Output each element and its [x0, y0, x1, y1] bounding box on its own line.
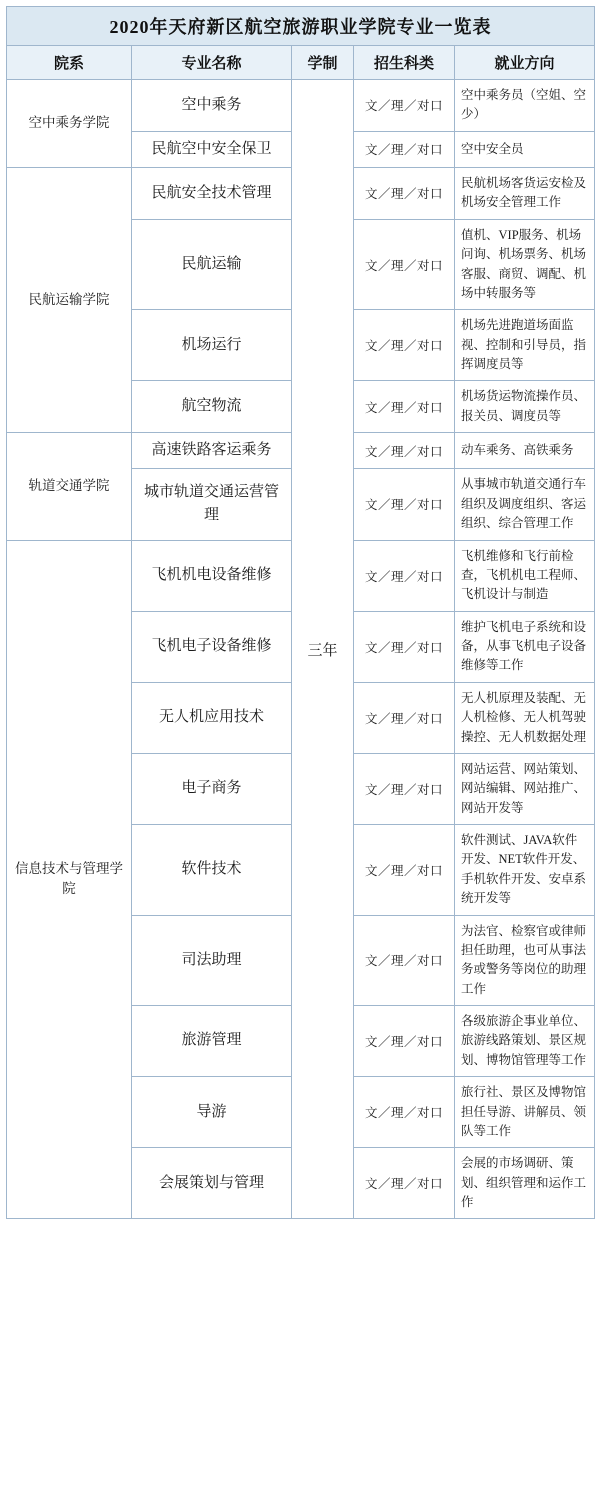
major-name-cell: 空中乘务 [132, 80, 292, 132]
column-header-1: 院系 [7, 46, 132, 80]
employment-direction-cell: 维护飞机电子系统和设备，从事飞机电子设备维修等工作 [455, 611, 595, 682]
enrollment-category-cell: 文／理／对口 [354, 80, 455, 132]
enrollment-category-cell: 文／理／对口 [354, 1006, 455, 1077]
enrollment-category-cell: 文／理／对口 [354, 611, 455, 682]
enrollment-category-cell: 文／理／对口 [354, 915, 455, 1006]
employment-direction-cell: 各级旅游企事业单位、旅游线路策划、景区规划、博物馆管理等工作 [455, 1006, 595, 1077]
major-name-cell: 会展策划与管理 [132, 1148, 292, 1219]
employment-direction-cell: 会展的市场调研、策划、组织管理和运作工作 [455, 1148, 595, 1219]
enrollment-category-cell: 文／理／对口 [354, 433, 455, 469]
employment-direction-cell: 机场货运物流操作员、报关员、调度员等 [455, 381, 595, 433]
employment-direction-cell: 空中乘务员（空姐、空少） [455, 80, 595, 132]
employment-direction-cell: 空中安全员 [455, 131, 595, 167]
employment-direction-cell: 民航机场客货运安检及机场安全管理工作 [455, 168, 595, 220]
major-name-cell: 城市轨道交通运营管理 [132, 469, 292, 540]
major-name-cell: 民航运输 [132, 219, 292, 310]
column-header-4: 招生科类 [354, 46, 455, 80]
department-cell: 民航运输学院 [7, 168, 132, 433]
department-cell: 轨道交通学院 [7, 433, 132, 540]
major-name-cell: 电子商务 [132, 753, 292, 824]
employment-direction-cell: 网站运营、网站策划、网站编辑、网站推广、网站开发等 [455, 753, 595, 824]
enrollment-category-cell: 文／理／对口 [354, 540, 455, 611]
employment-direction-cell: 值机、VIP服务、机场问询、机场票务、机场客服、商贸、调配、机场中转服务等 [455, 219, 595, 310]
enrollment-category-cell: 文／理／对口 [354, 469, 455, 540]
table-header-row [7, 46, 595, 80]
major-name-cell: 软件技术 [132, 825, 292, 916]
enrollment-category-cell: 文／理／对口 [354, 219, 455, 310]
major-name-cell: 旅游管理 [132, 1006, 292, 1077]
employment-direction-cell: 软件测试、JAVA软件开发、NET软件开发、手机软件开发、安卓系统开发等 [455, 825, 595, 916]
employment-direction-cell: 旅行社、景区及博物馆担任导游、讲解员、领队等工作 [455, 1077, 595, 1148]
column-header-2: 专业名称 [132, 46, 292, 80]
enrollment-category-cell: 文／理／对口 [354, 310, 455, 381]
employment-direction-cell: 无人机原理及装配、无人机检修、无人机驾驶操控、无人机数据处理 [455, 682, 595, 753]
enrollment-category-cell: 文／理／对口 [354, 381, 455, 433]
major-name-cell: 无人机应用技术 [132, 682, 292, 753]
department-cell: 信息技术与管理学院 [7, 540, 132, 1219]
enrollment-category-cell: 文／理／对口 [354, 131, 455, 167]
major-name-cell: 机场运行 [132, 310, 292, 381]
major-name-cell: 飞机机电设备维修 [132, 540, 292, 611]
employment-direction-cell: 为法官、检察官或律师担任助理，也可从事法务或警务等岗位的助理工作 [455, 915, 595, 1006]
page-title: 2020年天府新区航空旅游职业学院专业一览表 [7, 7, 595, 46]
major-list-table [6, 6, 595, 1219]
employment-direction-cell: 飞机维修和飞行前检查，飞机机电工程师、飞机设计与制造 [455, 540, 595, 611]
major-name-cell: 民航空中安全保卫 [132, 131, 292, 167]
employment-direction-cell: 从事城市轨道交通行车组织及调度组织、客运组织、综合管理工作 [455, 469, 595, 540]
major-name-cell: 飞机电子设备维修 [132, 611, 292, 682]
major-name-cell: 民航安全技术管理 [132, 168, 292, 220]
enrollment-category-cell: 文／理／对口 [354, 682, 455, 753]
enrollment-category-cell: 文／理／对口 [354, 1077, 455, 1148]
table-title-row [7, 7, 595, 46]
major-name-cell: 导游 [132, 1077, 292, 1148]
table-row [7, 80, 595, 132]
enrollment-category-cell: 文／理／对口 [354, 1148, 455, 1219]
enrollment-category-cell: 文／理／对口 [354, 825, 455, 916]
department-cell: 空中乘务学院 [7, 80, 132, 168]
enrollment-category-cell: 文／理／对口 [354, 168, 455, 220]
major-name-cell: 高速铁路客运乘务 [132, 433, 292, 469]
major-name-cell: 航空物流 [132, 381, 292, 433]
enrollment-category-cell: 文／理／对口 [354, 753, 455, 824]
employment-direction-cell: 机场先进跑道场面监视、控制和引导员，指挥调度员等 [455, 310, 595, 381]
column-header-3: 学制 [292, 46, 354, 80]
column-header-5: 就业方向 [455, 46, 595, 80]
employment-direction-cell: 动车乘务、高铁乘务 [455, 433, 595, 469]
major-name-cell: 司法助理 [132, 915, 292, 1006]
study-length-cell: 三年 [292, 80, 354, 1219]
